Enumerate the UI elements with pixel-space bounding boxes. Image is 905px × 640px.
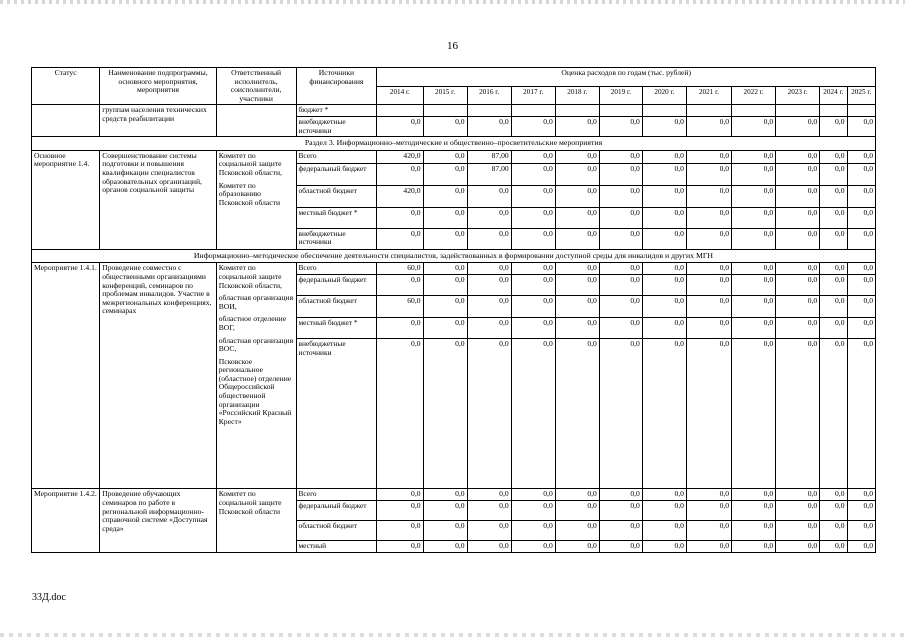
- value-cell: 0,0: [555, 275, 599, 296]
- value-cell: 0,0: [642, 207, 686, 228]
- value-cell: 0,0: [847, 339, 876, 489]
- source-cell: бюджет *: [296, 105, 377, 117]
- value-cell: 0,0: [555, 521, 599, 541]
- header-row: [32, 68, 876, 87]
- value-cell: 0,0: [776, 521, 820, 541]
- expenditure-table: [31, 67, 876, 553]
- value-cell: 0,0: [686, 185, 731, 207]
- value-cell: 0,0: [377, 207, 423, 228]
- value-cell: 0,0: [820, 275, 847, 296]
- value-cell: 0,0: [599, 163, 642, 185]
- source-cell: внебюджетные источники: [296, 116, 377, 136]
- source-cell: федеральный бюджет: [296, 275, 377, 296]
- value-cell: 0,0: [732, 116, 776, 136]
- value-cell: 0,0: [732, 339, 776, 489]
- value-cell: 0,0: [732, 501, 776, 521]
- name-cell: Проведение обучающих семинаров по работе в региональной информационно-справочной системе «Доступная среда»: [100, 489, 217, 553]
- value-cell: 0,0: [555, 501, 599, 521]
- value-cell: 0,0: [847, 116, 876, 136]
- value-cell: 0,0: [423, 318, 467, 339]
- value-cell: [599, 105, 642, 117]
- value-cell: 0,0: [377, 318, 423, 339]
- source-cell: местный бюджет *: [296, 318, 377, 339]
- value-cell: 0,0: [467, 521, 511, 541]
- value-cell: 0,0: [820, 185, 847, 207]
- value-cell: 0,0: [847, 207, 876, 228]
- value-cell: 0,0: [776, 489, 820, 501]
- value-cell: 0,0: [555, 163, 599, 185]
- value-cell: 0,0: [511, 296, 555, 318]
- value-cell: 0,0: [820, 541, 847, 553]
- value-cell: 0,0: [599, 339, 642, 489]
- value-cell: 0,0: [377, 541, 423, 553]
- value-cell: 0,0: [555, 263, 599, 275]
- value-cell: 0,0: [599, 116, 642, 136]
- value-cell: 0,0: [467, 318, 511, 339]
- responsible-line: областное отделение ВОГ,: [218, 314, 287, 332]
- value-cell: [686, 105, 731, 117]
- value-cell: 0,0: [511, 163, 555, 185]
- value-cell: 0,0: [467, 339, 511, 489]
- value-cell: [847, 105, 876, 117]
- value-cell: 0,0: [847, 228, 876, 249]
- value-cell: 0,0: [686, 263, 731, 275]
- value-cell: 0,0: [776, 541, 820, 553]
- subsection-heading-cell: Информационно–методическое обеспечение деятельности специалистов, задействованных в формировании доступной среды для инвалидов и других МГН: [32, 249, 876, 263]
- value-cell: 0,0: [511, 263, 555, 275]
- value-cell: [642, 105, 686, 117]
- value-cell: 0,0: [820, 339, 847, 489]
- source-cell: местный: [296, 541, 377, 553]
- name-cell: Проведение совместно с общественными организациями конференций, семинаров по проблемам инвалидов. Участие в межрегиональных конференциях, семинарах: [100, 263, 217, 489]
- header-costs: Оценка расходов по годам (тыс. рублей): [377, 68, 876, 87]
- value-cell: 0,0: [732, 263, 776, 275]
- header-year: 2019 г.: [599, 86, 642, 105]
- value-cell: 0,0: [820, 296, 847, 318]
- header-year: 2022 г.: [732, 86, 776, 105]
- value-cell: 0,0: [642, 150, 686, 163]
- value-cell: 0,0: [642, 163, 686, 185]
- value-cell: 0,0: [599, 263, 642, 275]
- source-cell: Всего: [296, 489, 377, 501]
- header-status: Статус: [32, 68, 100, 105]
- value-cell: 0,0: [511, 207, 555, 228]
- value-cell: 0,0: [732, 489, 776, 501]
- value-cell: 0,0: [555, 185, 599, 207]
- value-cell: 0,0: [732, 185, 776, 207]
- value-cell: 0,0: [377, 116, 423, 136]
- table-row: [32, 263, 876, 275]
- value-cell: 0,0: [686, 541, 731, 553]
- value-cell: 0,0: [776, 339, 820, 489]
- value-cell: 0,0: [847, 185, 876, 207]
- value-cell: 0,0: [599, 489, 642, 501]
- value-cell: 0,0: [732, 207, 776, 228]
- responsible-line: Комитет по образованию Псковской области: [218, 180, 281, 207]
- name-cell: Совершенствование системы подготовки и повышения квалификации специалистов образовательных организаций, органов социальной защиты: [100, 150, 217, 249]
- value-cell: 0,0: [423, 521, 467, 541]
- value-cell: 0,0: [732, 541, 776, 553]
- status-cell: [32, 105, 100, 137]
- value-cell: 0,0: [467, 228, 511, 249]
- header-year: 2025 г.: [847, 86, 876, 105]
- source-cell: областной бюджет: [296, 185, 377, 207]
- value-cell: 0,0: [599, 207, 642, 228]
- value-cell: 0,0: [686, 207, 731, 228]
- value-cell: 0,0: [776, 150, 820, 163]
- value-cell: 0,0: [820, 521, 847, 541]
- value-cell: 0,0: [511, 339, 555, 489]
- value-cell: 0,0: [686, 501, 731, 521]
- value-cell: 0,0: [511, 150, 555, 163]
- value-cell: 0,0: [847, 501, 876, 521]
- value-cell: 0,0: [511, 521, 555, 541]
- value-cell: 0,0: [686, 521, 731, 541]
- value-cell: 0,0: [847, 263, 876, 275]
- value-cell: 60,0: [377, 296, 423, 318]
- value-cell: 0,0: [377, 521, 423, 541]
- value-cell: 0,0: [467, 489, 511, 501]
- value-cell: 0,0: [686, 228, 731, 249]
- value-cell: 0,0: [776, 163, 820, 185]
- value-cell: 0,0: [642, 185, 686, 207]
- value-cell: 0,0: [820, 318, 847, 339]
- value-cell: 0,0: [847, 163, 876, 185]
- table-row: [32, 489, 876, 501]
- source-cell: федеральный бюджет: [296, 501, 377, 521]
- value-cell: 0,0: [599, 521, 642, 541]
- value-cell: 0,0: [555, 296, 599, 318]
- value-cell: 0,0: [847, 150, 876, 163]
- source-cell: областной бюджет: [296, 296, 377, 318]
- section-3-heading: [32, 137, 876, 151]
- value-cell: [467, 105, 511, 117]
- value-cell: 0,0: [599, 296, 642, 318]
- value-cell: 0,0: [820, 263, 847, 275]
- responsible-cell: [216, 150, 296, 249]
- value-cell: 0,0: [377, 163, 423, 185]
- value-cell: 0,0: [686, 150, 731, 163]
- table-row: [32, 150, 876, 163]
- value-cell: 0,0: [642, 489, 686, 501]
- subsection-heading: [32, 249, 876, 263]
- status-cell: Основное мероприятие 1.4.: [32, 150, 100, 249]
- value-cell: 0,0: [511, 275, 555, 296]
- header-sources: Источники финансирования: [296, 68, 377, 105]
- value-cell: 0,0: [511, 489, 555, 501]
- responsible-line: Комитет по социальной защите Псковской области,: [218, 150, 282, 177]
- value-cell: [820, 105, 847, 117]
- value-cell: 0,0: [847, 275, 876, 296]
- value-cell: 0,0: [642, 116, 686, 136]
- value-cell: 0,0: [776, 207, 820, 228]
- value-cell: 0,0: [423, 339, 467, 489]
- status-cell: Мероприятие 1.4.1.: [32, 263, 100, 489]
- value-cell: [511, 105, 555, 117]
- header-year: 2015 г.: [423, 86, 467, 105]
- value-cell: 0,0: [776, 228, 820, 249]
- value-cell: 0,0: [511, 501, 555, 521]
- value-cell: 0,0: [467, 207, 511, 228]
- value-cell: 0,0: [732, 296, 776, 318]
- source-cell: областной бюджет: [296, 521, 377, 541]
- value-cell: 0,0: [642, 501, 686, 521]
- value-cell: 0,0: [423, 116, 467, 136]
- responsible-line: областная организация ВОИ,: [218, 293, 294, 311]
- responsible-line: Комитет по социальной защите Псковской области,: [218, 263, 282, 290]
- value-cell: 0,0: [599, 150, 642, 163]
- value-cell: 0,0: [511, 541, 555, 553]
- value-cell: 0,0: [776, 116, 820, 136]
- header-year: 2021 г.: [686, 86, 731, 105]
- name-cell: группам населения технических средств реабилитации: [100, 105, 217, 137]
- value-cell: 0,0: [686, 116, 731, 136]
- value-cell: 0,0: [776, 275, 820, 296]
- value-cell: 0,0: [555, 228, 599, 249]
- value-cell: 0,0: [642, 521, 686, 541]
- header-year: 2017 г.: [511, 86, 555, 105]
- value-cell: 0,0: [686, 318, 731, 339]
- value-cell: 0,0: [820, 116, 847, 136]
- value-cell: 0,0: [820, 228, 847, 249]
- value-cell: 0,0: [423, 263, 467, 275]
- value-cell: 0,0: [377, 339, 423, 489]
- value-cell: 0,0: [377, 228, 423, 249]
- value-cell: 0,0: [423, 489, 467, 501]
- value-cell: 0,0: [599, 318, 642, 339]
- value-cell: 60,0: [377, 263, 423, 275]
- header-year: 2016 г.: [467, 86, 511, 105]
- value-cell: 0,0: [820, 489, 847, 501]
- value-cell: 0,0: [555, 116, 599, 136]
- value-cell: 0,0: [467, 275, 511, 296]
- value-cell: 0,0: [686, 163, 731, 185]
- responsible-line: Псковское региональное (областное) отделение Общероссийской общественной организации «Российский Красный Крест»: [218, 356, 292, 426]
- value-cell: 0,0: [820, 150, 847, 163]
- value-cell: 0,0: [423, 275, 467, 296]
- value-cell: [423, 105, 467, 117]
- value-cell: 0,0: [467, 296, 511, 318]
- value-cell: 0,0: [511, 185, 555, 207]
- source-cell: внебюджетные источники: [296, 228, 377, 249]
- value-cell: 87,00: [467, 150, 511, 163]
- value-cell: 0,0: [776, 263, 820, 275]
- value-cell: [776, 105, 820, 117]
- value-cell: 0,0: [377, 275, 423, 296]
- value-cell: 0,0: [467, 501, 511, 521]
- value-cell: 420,0: [377, 150, 423, 163]
- value-cell: 0,0: [776, 185, 820, 207]
- value-cell: 0,0: [642, 275, 686, 296]
- section-3-heading-cell: Раздел 3. Информационно–методические и общественно–просветительские мероприятия: [32, 137, 876, 151]
- value-cell: 0,0: [847, 541, 876, 553]
- value-cell: 0,0: [732, 318, 776, 339]
- scan-edge-bottom: [0, 633, 905, 637]
- value-cell: 0,0: [776, 296, 820, 318]
- value-cell: 0,0: [599, 185, 642, 207]
- status-cell: Мероприятие 1.4.2.: [32, 489, 100, 553]
- value-cell: 0,0: [423, 207, 467, 228]
- header-name: Наименование подпрограммы, основного мероприятия, мероприятия: [100, 68, 217, 105]
- value-cell: 0,0: [423, 501, 467, 521]
- source-cell: Всего: [296, 150, 377, 163]
- responsible-cell: [216, 263, 296, 489]
- value-cell: 0,0: [555, 339, 599, 489]
- responsible-cell: [216, 105, 296, 137]
- value-cell: 0,0: [686, 296, 731, 318]
- value-cell: [555, 105, 599, 117]
- value-cell: 0,0: [511, 116, 555, 136]
- value-cell: 0,0: [642, 228, 686, 249]
- value-cell: 0,0: [377, 489, 423, 501]
- value-cell: 0,0: [599, 541, 642, 553]
- value-cell: 0,0: [776, 501, 820, 521]
- source-cell: Всего: [296, 263, 377, 275]
- value-cell: 87,00: [467, 163, 511, 185]
- value-cell: 0,0: [599, 228, 642, 249]
- value-cell: 420,0: [377, 185, 423, 207]
- scan-edge-top: [0, 0, 905, 4]
- value-cell: 0,0: [423, 150, 467, 163]
- value-cell: 0,0: [820, 163, 847, 185]
- value-cell: 0,0: [847, 489, 876, 501]
- header-year: 2018 г.: [555, 86, 599, 105]
- value-cell: 0,0: [423, 228, 467, 249]
- value-cell: 0,0: [732, 150, 776, 163]
- value-cell: 0,0: [820, 207, 847, 228]
- header-year: 2020 г.: [642, 86, 686, 105]
- value-cell: 0,0: [467, 116, 511, 136]
- value-cell: 0,0: [847, 318, 876, 339]
- value-cell: 0,0: [776, 318, 820, 339]
- value-cell: 0,0: [467, 541, 511, 553]
- table-body: [32, 105, 876, 553]
- value-cell: 0,0: [820, 501, 847, 521]
- value-cell: 0,0: [642, 263, 686, 275]
- value-cell: 0,0: [732, 163, 776, 185]
- value-cell: 0,0: [467, 263, 511, 275]
- value-cell: 0,0: [555, 318, 599, 339]
- table-row: [32, 105, 876, 117]
- value-cell: 0,0: [555, 541, 599, 553]
- value-cell: 0,0: [686, 339, 731, 489]
- value-cell: 0,0: [555, 207, 599, 228]
- value-cell: [732, 105, 776, 117]
- value-cell: 0,0: [423, 185, 467, 207]
- responsible-cell: [216, 489, 296, 553]
- header-year: 2024 г.: [820, 86, 847, 105]
- value-cell: 0,0: [686, 275, 731, 296]
- page-number: 16: [447, 40, 458, 52]
- value-cell: 0,0: [642, 318, 686, 339]
- value-cell: 0,0: [847, 296, 876, 318]
- value-cell: 0,0: [686, 489, 731, 501]
- value-cell: 0,0: [642, 296, 686, 318]
- responsible-line: областная организация ВОС,: [218, 335, 294, 354]
- value-cell: 0,0: [599, 501, 642, 521]
- value-cell: 0,0: [423, 163, 467, 185]
- value-cell: 0,0: [642, 339, 686, 489]
- value-cell: 0,0: [555, 150, 599, 163]
- value-cell: 0,0: [423, 296, 467, 318]
- source-cell: внебюджетные источники: [296, 339, 377, 489]
- value-cell: 0,0: [555, 489, 599, 501]
- value-cell: 0,0: [642, 541, 686, 553]
- value-cell: 0,0: [847, 521, 876, 541]
- value-cell: 0,0: [377, 501, 423, 521]
- value-cell: 0,0: [732, 228, 776, 249]
- value-cell: 0,0: [599, 275, 642, 296]
- header-year: 2023 г.: [776, 86, 820, 105]
- file-footer: 33Д.doc: [32, 592, 66, 603]
- value-cell: 0,0: [423, 541, 467, 553]
- responsible-line: Комитет по социальной защите Псковской области: [218, 489, 282, 516]
- value-cell: 0,0: [732, 521, 776, 541]
- value-cell: [377, 105, 423, 117]
- value-cell: 0,0: [467, 185, 511, 207]
- source-cell: федеральный бюджет: [296, 163, 377, 185]
- value-cell: 0,0: [511, 228, 555, 249]
- header-year: 2014 г.: [377, 86, 423, 105]
- header-responsible: Ответственный исполнитель, соисполнители, участники: [216, 68, 296, 105]
- value-cell: 0,0: [732, 275, 776, 296]
- value-cell: 0,0: [511, 318, 555, 339]
- source-cell: местный бюджет *: [296, 207, 377, 228]
